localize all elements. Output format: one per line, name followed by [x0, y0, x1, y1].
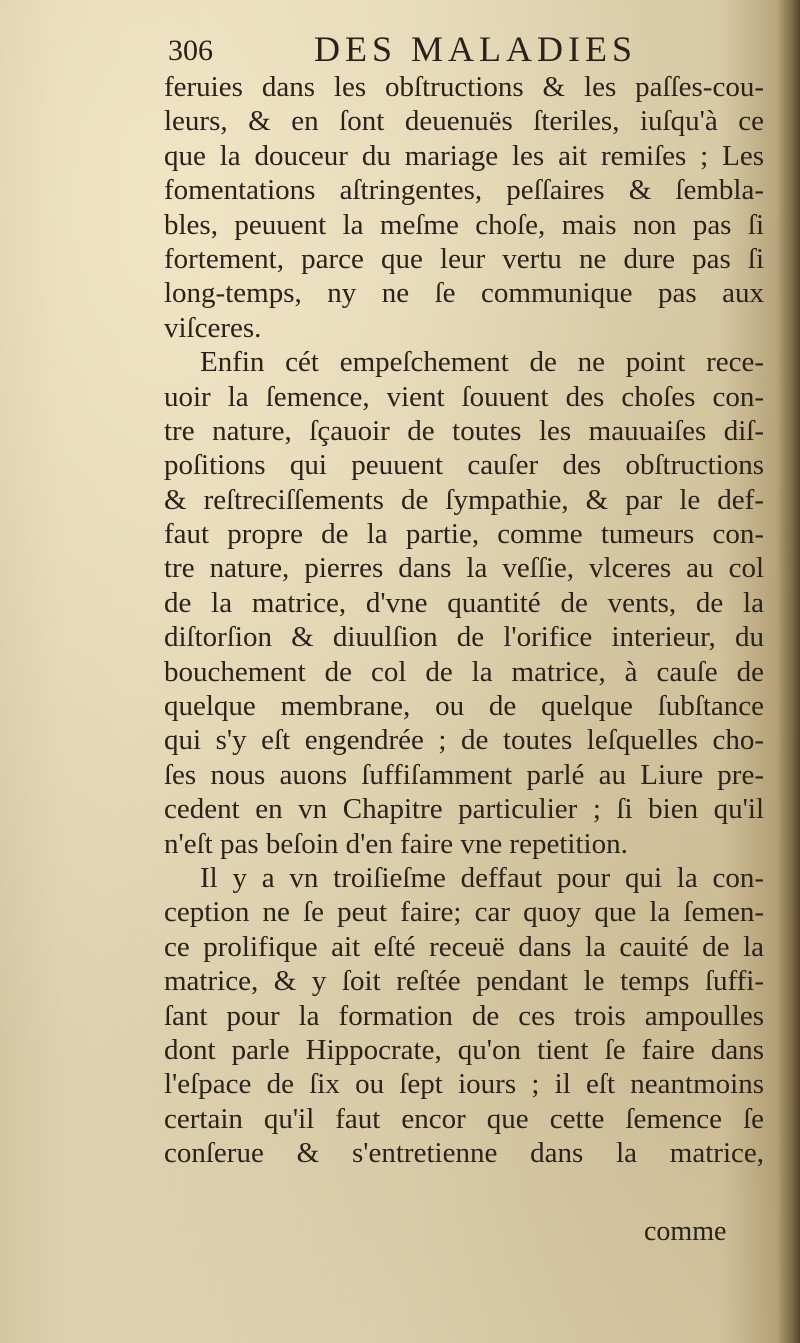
- page-number: 306: [168, 34, 213, 67]
- text-line: faut propre de la partie, comme tumeurs con-: [164, 518, 764, 551]
- text-line: de la matrice, d'vne quantité de vents, de la: [164, 586, 764, 619]
- text-line: & reſtreciſſements de ſympathie, & par le def-: [164, 483, 764, 516]
- text-line: uoir la ſemence, vient ſouuent des choſes con-: [164, 380, 764, 413]
- text-line: quelque membrane, ou de quelque ſubſtance: [164, 690, 764, 723]
- text-line: fomentations aſtringentes, peſſaires & ſembla-: [164, 174, 764, 207]
- text-line: tre nature, pierres dans la veſſie, vlceres au col: [164, 552, 764, 585]
- body-text: [164, 70, 764, 1171]
- page-gutter-edge: [778, 0, 800, 1343]
- text-line: fortement, parce que leur vertu ne dure pas ſi: [164, 242, 764, 275]
- text-line: bouchement de col de la matrice, à cauſe de: [164, 655, 764, 688]
- text-line: ſant pour la formation de ces trois ampoulles: [164, 999, 764, 1032]
- text-line: conſerue & s'entretienne dans la matrice,: [164, 1137, 764, 1170]
- text-line: dont parle Hippocrate, qu'on tient ſe faire dans: [164, 1033, 764, 1066]
- text-line: ception ne ſe peut faire; car quoy que la ſemen-: [164, 896, 764, 929]
- text-line: tre nature, ſçauoir de toutes les mauuaiſes diſ-: [164, 414, 764, 447]
- text-line: diſtorſion & diuulſion de l'orifice interieur, du: [164, 621, 764, 654]
- running-head: DES MALADIES: [314, 29, 638, 69]
- text-line: certain qu'il faut encor que cette ſemence ſe: [164, 1102, 764, 1135]
- paragraph-start-line: Enfin cét empeſchement de ne point rece-: [200, 346, 764, 379]
- catchword: comme: [644, 1216, 727, 1247]
- text-line: cedent en vn Chapitre particulier ; ſi bien qu'il: [164, 793, 764, 826]
- text-line: que la douceur du mariage les ait remiſes ; Les: [164, 139, 764, 172]
- text-line: qui s'y eſt engendrée ; de toutes leſquelles cho-: [164, 724, 764, 757]
- text-line: long-temps, ny ne ſe communique pas aux: [164, 277, 764, 310]
- text-line: poſitions qui peuuent cauſer des obſtructions: [164, 449, 764, 482]
- text-line: matrice, & y ſoit reſtée pendant le temps ſuffi-: [164, 965, 764, 998]
- paragraph-end-line: n'eſt pas beſoin d'en faire vne repetition.: [164, 827, 628, 860]
- text-line: leurs, & en ſont deuenuës ſteriles, iuſqu'à ce: [164, 105, 764, 138]
- text-line: ce prolifique ait eſté receuë dans la cauité de la: [164, 930, 764, 963]
- text-line: bles, peuuent la meſme choſe, mais non pas ſi: [164, 208, 764, 241]
- text-line: feruies dans les obſtructions & les paſſes-cou-: [164, 71, 764, 103]
- text-line: l'eſpace de ſix ou ſept iours ; il eſt neantmoins: [164, 1068, 764, 1101]
- page-header: [168, 28, 768, 74]
- paragraph-end-line: viſceres.: [164, 311, 262, 344]
- paragraph-start-line: Il y a vn troiſieſme deffaut pour qui la con-: [200, 861, 764, 894]
- text-line: ſes nous auons ſuffiſamment parlé au Liure pre-: [164, 758, 764, 791]
